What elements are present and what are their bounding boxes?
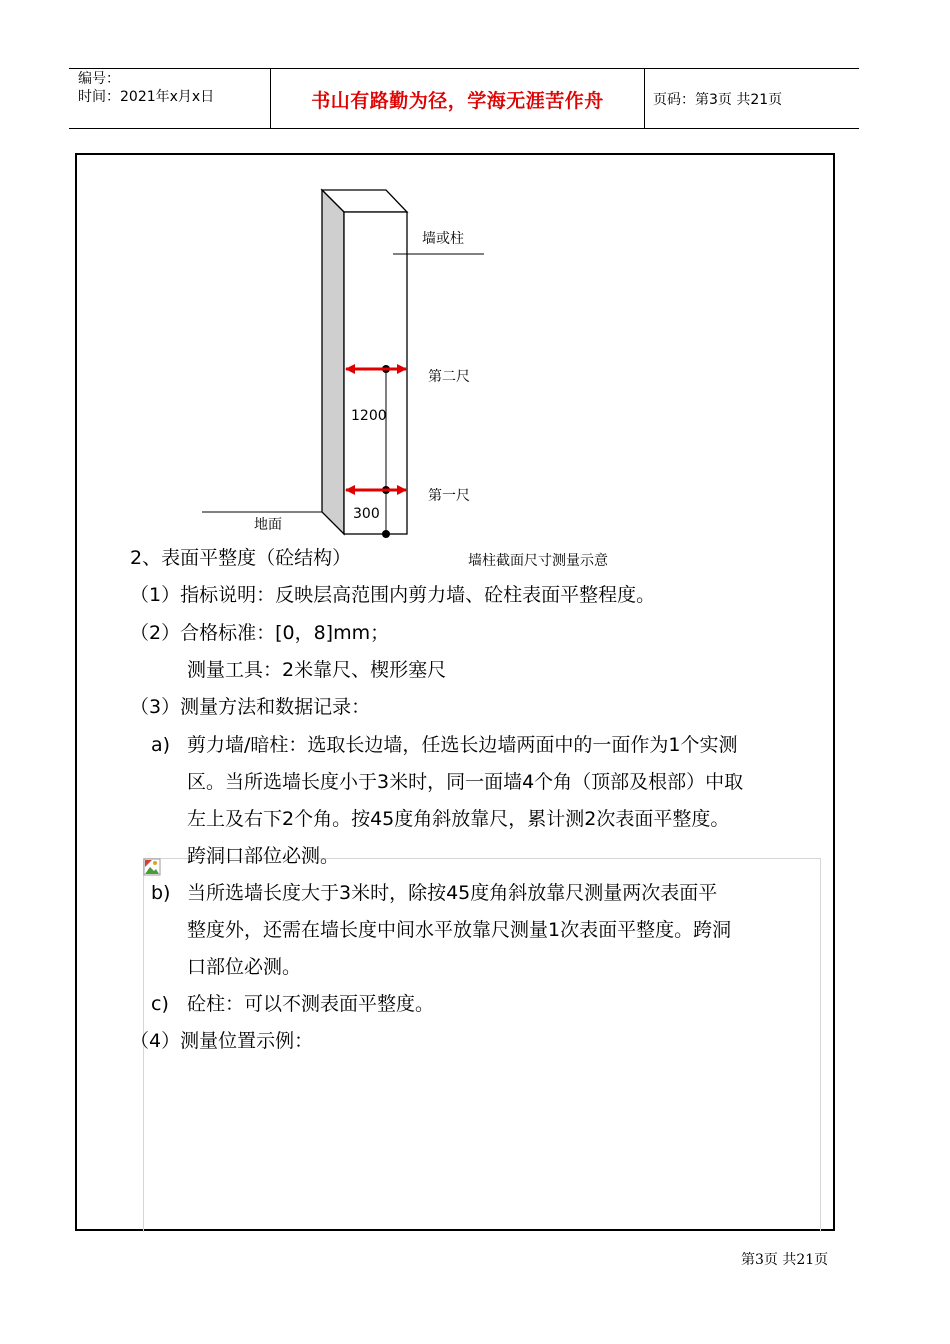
list-b-line: 整度外，还需在墙长度中间水平放靠尺测量1次表面平整度。跨洞 <box>187 919 732 941</box>
item-2-tools: 测量工具：2米靠尺、楔形塞尺 <box>187 659 447 681</box>
item-4: （4）测量位置示例： <box>130 1030 314 1052</box>
section-title: 2、表面平整度（砼结构） <box>130 547 352 569</box>
list-b-line: 当所选墙长度大于3米时，除按45度角斜放靠尺测量两次表面平 <box>187 882 718 904</box>
dimension-dot-bottom <box>382 530 390 538</box>
label-second-ruler: 第二尺 <box>428 369 470 385</box>
dimension-1200: 1200 <box>351 408 387 424</box>
broken-image-icon <box>143 858 161 876</box>
footer-page-number: 第3页 共21页 <box>741 1252 829 1268</box>
list-marker-a: a) <box>151 734 171 756</box>
list-marker-c: c) <box>151 993 169 1015</box>
column-side-face <box>322 190 344 534</box>
item-1: （1）指标说明：反映层高范围内剪力墙、砼柱表面平整程度。 <box>130 584 656 606</box>
item-2: （2）合格标准：[0，8]mm； <box>130 622 390 644</box>
diagram-caption: 墙柱截面尺寸测量示意 <box>468 553 608 569</box>
list-a-line: 左上及右下2个角。按45度角斜放靠尺，累计测2次表面平整度。 <box>187 808 730 830</box>
header-page-info: 页码：第3页 共21页 <box>653 92 783 108</box>
label-wall-or-column: 墙或柱 <box>422 231 464 247</box>
list-b-line: 口部位必测。 <box>187 956 302 978</box>
header-code-label: 编号： <box>78 71 120 87</box>
list-a-line: 剪力墙/暗柱：选取长边墙，任选长边墙两面中的一面作为1个实测 <box>187 734 738 756</box>
column-front-face <box>344 212 407 534</box>
list-a-line: 区。当所选墙长度小于3米时，同一面墙4个角（顶部及根部）中取 <box>187 771 744 793</box>
label-ground: 地面 <box>254 517 282 533</box>
list-c-line: 砼柱：可以不测表面平整度。 <box>187 993 435 1015</box>
header-time-label: 时间：2021年x月x日 <box>78 89 215 105</box>
list-a-line: 跨洞口部位必测。 <box>187 845 340 867</box>
wall-column-diagram <box>0 0 950 560</box>
list-marker-b: b) <box>151 882 171 904</box>
dimension-300: 300 <box>353 506 380 522</box>
label-first-ruler: 第一尺 <box>428 488 470 504</box>
item-3: （3）测量方法和数据记录： <box>130 696 371 718</box>
header-motto: 书山有路勤为径，学海无涯苦作舟 <box>311 90 604 112</box>
